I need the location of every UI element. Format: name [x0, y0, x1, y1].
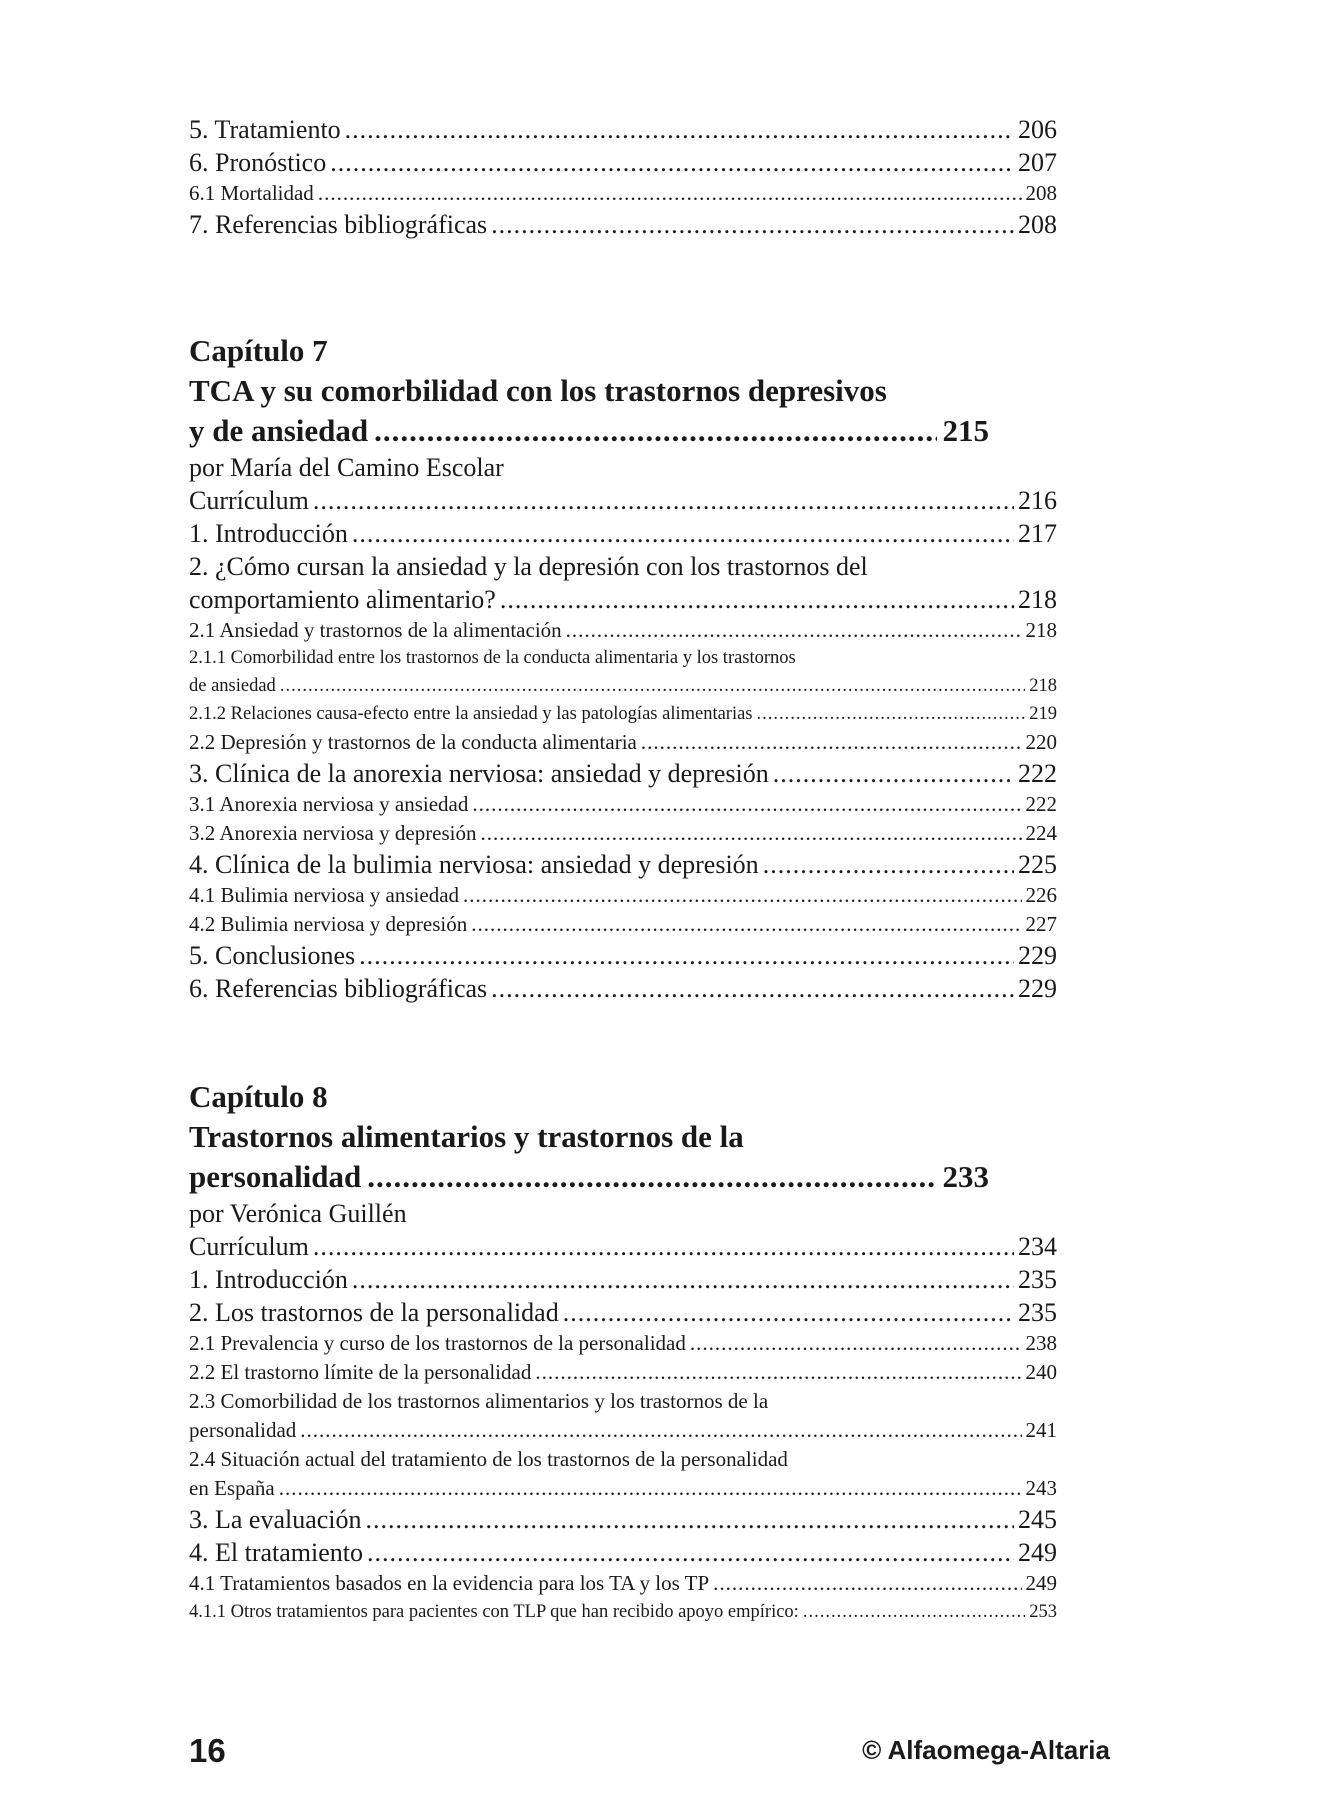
toc-entry — [189, 179, 1057, 208]
toc-entry — [189, 1569, 1057, 1598]
toc-entry — [189, 484, 1057, 517]
toc-entry-title: 2.1.2 Relaciones causa-efecto entre la ansiedad y las patologías alimentarias — [189, 704, 753, 724]
toc-entry-title: 2.1 Prevalencia y curso de los trastornos de la personalidad — [189, 1331, 686, 1355]
chapter-label: Capítulo 8 — [189, 1079, 328, 1114]
toc-entry-title: en España — [189, 1476, 275, 1500]
toc-entry-title: 4.1 Tratamientos basados en la evidencia para los TA y los TP — [189, 1571, 710, 1595]
chapter-author: por Verónica Guillén — [189, 1199, 407, 1228]
toc-entry-title-line1: 2.4 Situación actual del tratamiento de los trastornos de la personalidad — [189, 1447, 788, 1471]
toc-entry-title: 1. Introducción — [189, 519, 348, 548]
toc-entry-page: 218 — [1029, 676, 1057, 696]
toc-entry-page: 208 — [1018, 210, 1057, 239]
toc-entry — [189, 146, 1057, 179]
toc-entry-title: 4.1.1 Otros tratamientos para pacientes con TLP que han recibido apoyo empírico: — [189, 1602, 799, 1622]
toc-entry-page: 224 — [1025, 821, 1057, 845]
toc-entry-page: 243 — [1025, 1476, 1057, 1500]
toc-entry-title: personalidad — [189, 1418, 297, 1442]
toc-entry-title: 2. Los trastornos de la personalidad — [189, 1298, 559, 1327]
toc-entry — [189, 700, 1057, 728]
toc-entry-title: 2.1 Ansiedad y trastornos de la alimentación — [189, 618, 562, 642]
toc-entry — [189, 819, 1057, 848]
toc-entry-title: 3. La evaluación — [189, 1505, 362, 1534]
toc-entry-page: 207 — [1018, 148, 1057, 177]
chapter-title-line1: TCA y su comorbilidad con los trastornos depresivos — [189, 373, 887, 408]
toc-entry-page: 249 — [1025, 1571, 1057, 1595]
toc-entry — [189, 757, 1057, 790]
chapter-title-line2: personalidad — [189, 1159, 362, 1194]
toc-entry-page: 235 — [1018, 1265, 1057, 1294]
toc-entry-title: 1. Introducción — [189, 1265, 348, 1294]
toc-entry — [189, 616, 1057, 645]
toc-entry — [189, 208, 1057, 241]
toc-entry — [189, 1503, 1057, 1536]
chapter-title-line2: y de ansiedad — [189, 413, 369, 448]
toc-entry-page: 249 — [1018, 1538, 1057, 1567]
toc-entry-title-line1: 2.1.1 Comorbilidad entre los trastornos de la conducta alimentaria y los trastornos — [189, 648, 796, 668]
toc-entry — [189, 517, 1057, 550]
toc-entry-title: 4. El tratamiento — [189, 1538, 364, 1567]
toc-entry-page: 241 — [1025, 1418, 1057, 1442]
toc-entry-page: 226 — [1025, 883, 1057, 907]
toc-entry — [189, 1474, 1057, 1503]
chapter-title-row — [189, 1157, 989, 1197]
toc-entry — [189, 910, 1057, 939]
toc-entry — [189, 790, 1057, 819]
toc-entry-title: de ansiedad — [189, 676, 276, 696]
chapter-title-row — [189, 411, 989, 451]
toc-entry-page: 229 — [1018, 941, 1057, 970]
toc-entry — [189, 1598, 1057, 1626]
toc-entry-title-line1: 2. ¿Cómo cursan la ansiedad y la depresión con los trastornos del — [189, 552, 868, 581]
toc-entry — [189, 1263, 1057, 1296]
toc-entry — [189, 1296, 1057, 1329]
toc-entry-title: 5. Tratamiento — [189, 115, 341, 144]
page-number: 16 — [189, 1732, 226, 1769]
toc-entry — [189, 113, 1057, 146]
toc-entry-page: 217 — [1018, 519, 1057, 548]
toc-entry — [189, 1329, 1057, 1358]
toc-entry-page: 218 — [1018, 585, 1057, 614]
toc-entry-page: 227 — [1025, 912, 1057, 936]
chapter-page: 215 — [942, 413, 989, 448]
toc-entry-page: 219 — [1029, 704, 1057, 724]
toc-entry-page: 220 — [1025, 730, 1057, 754]
chapter-label: Capítulo 7 — [189, 333, 328, 368]
toc-entry-page: 218 — [1025, 618, 1057, 642]
toc-entry-title: 2.2 Depresión y trastornos de la conducta alimentaria — [189, 730, 637, 754]
toc-entry-page: 208 — [1025, 181, 1057, 205]
toc-entry-page: 253 — [1029, 1602, 1057, 1622]
toc-entry-title: 6. Pronóstico — [189, 148, 327, 177]
toc-entry-page: 238 — [1025, 1331, 1057, 1355]
toc-entry — [189, 583, 1057, 616]
toc-entry — [189, 1536, 1057, 1569]
toc-entry-title: 7. Referencias bibliográficas — [189, 210, 488, 239]
publisher-credit: © Alfaomega-Altaria — [862, 1735, 1110, 1765]
toc-entry-title: 5. Conclusiones — [189, 941, 356, 970]
toc-entry-page: 216 — [1018, 486, 1057, 515]
toc-entry-title: 2.2 El trastorno límite de la personalidad — [189, 1360, 532, 1384]
toc-entry-title: 4.2 Bulimia nerviosa y depresión — [189, 912, 468, 936]
toc-entry-page: 206 — [1018, 115, 1057, 144]
toc-entry-title: Currículum — [189, 1232, 309, 1261]
toc-entry-page: 229 — [1018, 974, 1057, 1003]
chapter-page: 233 — [942, 1159, 989, 1194]
toc-entry — [189, 848, 1057, 881]
toc-previous-chapter — [189, 113, 1057, 241]
toc-entry — [189, 728, 1057, 757]
toc-entry-title: 6. Referencias bibliográficas — [189, 974, 488, 1003]
toc-entry-title-line1: 2.3 Comorbilidad de los trastornos alimentarios y los trastornos de la — [189, 1389, 769, 1413]
toc-entry-page: 240 — [1025, 1360, 1057, 1384]
toc-entry-title: 3.2 Anorexia nerviosa y depresión — [189, 821, 477, 845]
toc-entry — [189, 1358, 1057, 1387]
toc-entry-page: 222 — [1018, 759, 1057, 788]
toc-entry — [189, 1230, 1057, 1263]
toc-entry-title: 4.1 Bulimia nerviosa y ansiedad — [189, 883, 460, 907]
toc-entry — [189, 1416, 1057, 1445]
toc-entry — [189, 972, 1057, 1005]
chapter-author: por María del Camino Escolar — [189, 453, 504, 482]
chapter-title-line1: Trastornos alimentarios y trastornos de la — [189, 1119, 744, 1154]
toc-entry — [189, 939, 1057, 972]
toc-entry — [189, 881, 1057, 910]
toc-entry-page: 225 — [1018, 850, 1057, 879]
toc-entry-page: 222 — [1025, 792, 1057, 816]
toc-entry-title: 4. Clínica de la bulimia nerviosa: ansiedad y depresión — [189, 850, 759, 879]
toc-entry-title: Currículum — [189, 486, 309, 515]
toc-entry — [189, 672, 1057, 700]
toc-entry-title: 6.1 Mortalidad — [189, 181, 314, 205]
toc-chapter-8 — [189, 1077, 1057, 1626]
toc-entry-page: 245 — [1018, 1505, 1057, 1534]
toc-entry-page: 234 — [1018, 1232, 1057, 1261]
toc-chapter-7 — [189, 331, 1057, 1005]
toc-entry-title: 3. Clínica de la anorexia nerviosa: ansiedad y depresión — [189, 759, 769, 788]
toc-entry-page: 235 — [1018, 1298, 1057, 1327]
toc-entry-title: 3.1 Anorexia nerviosa y ansiedad — [189, 792, 469, 816]
toc-entry-title: comportamiento alimentario? — [189, 585, 496, 614]
